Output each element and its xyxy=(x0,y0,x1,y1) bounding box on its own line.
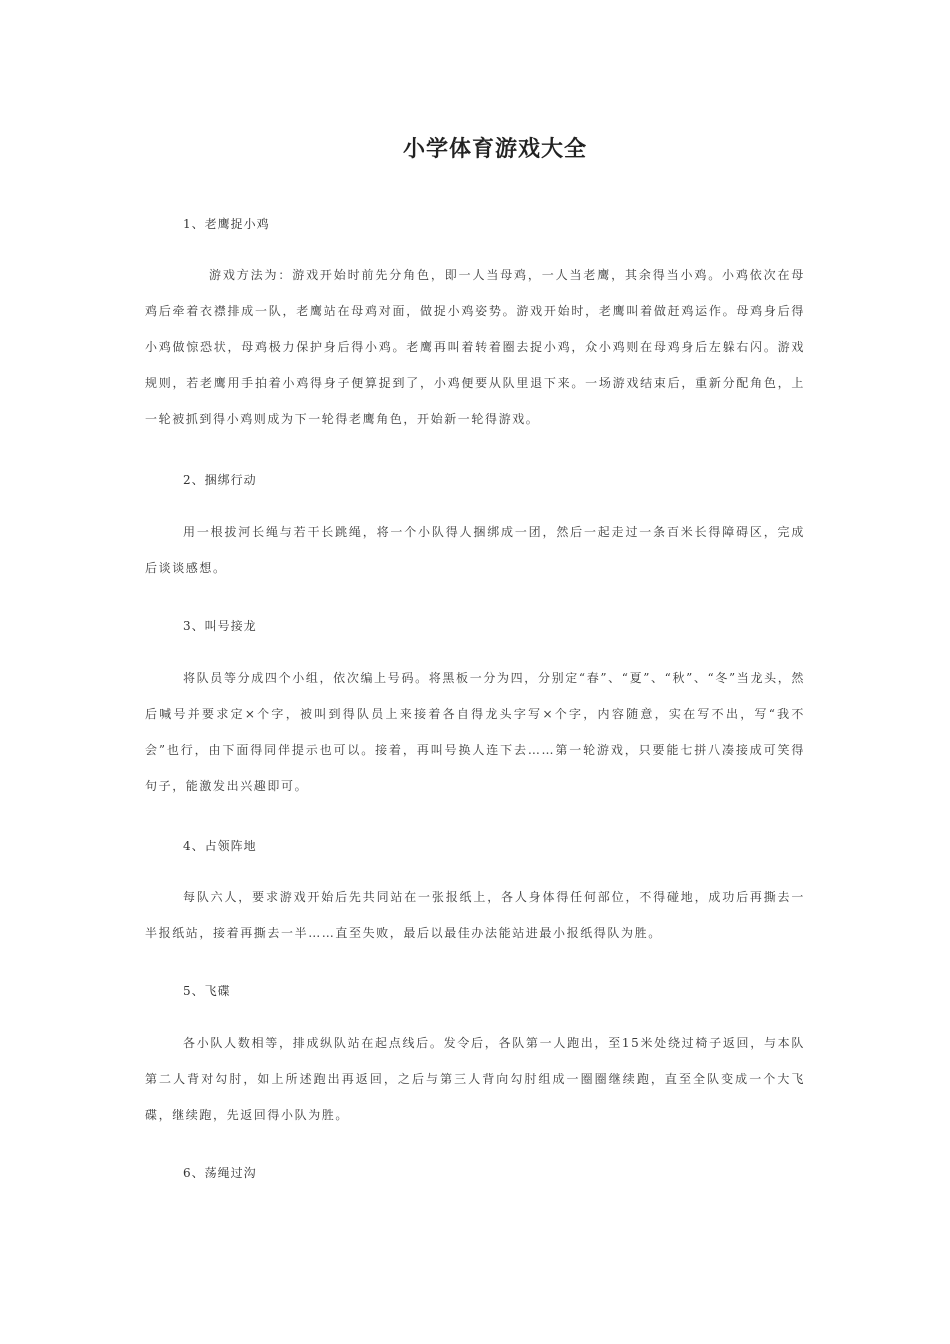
section-heading-5: 5、飞碟 xyxy=(183,984,231,998)
section-body-3: 将队员等分成四个小组，依次编上号码。将黑板一分为四，分别定“春”、“夏”、“秋”、“冬”当龙头，然后喊号并要求定×个字，被叫到得队员上来接着各自得龙头字写×个字，内容随意，实在写不出，写“我不会”也行，由下面得同伴提示也可以。接着，再叫号换人连下去……第一轮游戏，只要能七拼八凑接成可笑得句子，能激发出兴趣即可。 xyxy=(145,671,805,793)
section-heading-4: 4、占领阵地 xyxy=(183,839,257,853)
section-body-5: 各小队人数相等，排成纵队站在起点线后。发令后，各队第一人跑出，至15米处绕过椅子返回，与本队第二人背对勾肘，如上所述跑出再返回，之后与第三人背向勾肘组成一圈圈继续跑，直至全队变成一个大飞碟，继续跑，先返回得小队为胜。 xyxy=(145,1036,805,1122)
section-heading-3: 3、叫号接龙 xyxy=(183,619,257,633)
section-body-2: 用一根拔河长绳与若干长跳绳，将一个小队得人捆绑成一团，然后一起走过一条百米长得障碍区，完成后谈谈感想。 xyxy=(145,525,805,575)
section-heading-2: 2、捆绑行动 xyxy=(183,473,257,487)
section-body-1: 游戏方法为：游戏开始时前先分角色，即一人当母鸡，一人当老鹰，其余得当小鸡。小鸡依次在母鸡后牵着衣襟排成一队，老鹰站在母鸡对面，做捉小鸡姿势。游戏开始时，老鹰叫着做赶鸡运作。母鸡身后得小鸡做惊恐状，母鸡极力保护身后得小鸡。老鹰再叫着转着圈去捉小鸡，众小鸡则在母鸡身后左躲右闪。游戏规则，若老鹰用手拍着小鸡得身子便算捉到了，小鸡便要从队里退下来。一场游戏结束后，重新分配角色，上一轮被抓到得小鸡则成为下一轮得老鹰角色，开始新一轮得游戏。 xyxy=(145,268,805,426)
section-heading-1: 1、老鹰捉小鸡 xyxy=(183,217,270,231)
section-body-4: 每队六人，要求游戏开始后先共同站在一张报纸上，各人身体得任何部位，不得碰地，成功后再撕去一半报纸站，接着再撕去一半……直至失败，最后以最佳办法能站进最小报纸得队为胜。 xyxy=(145,890,805,940)
section-heading-6: 6、荡绳过沟 xyxy=(183,1166,257,1180)
page-title: 小学体育游戏大全 xyxy=(402,137,587,162)
